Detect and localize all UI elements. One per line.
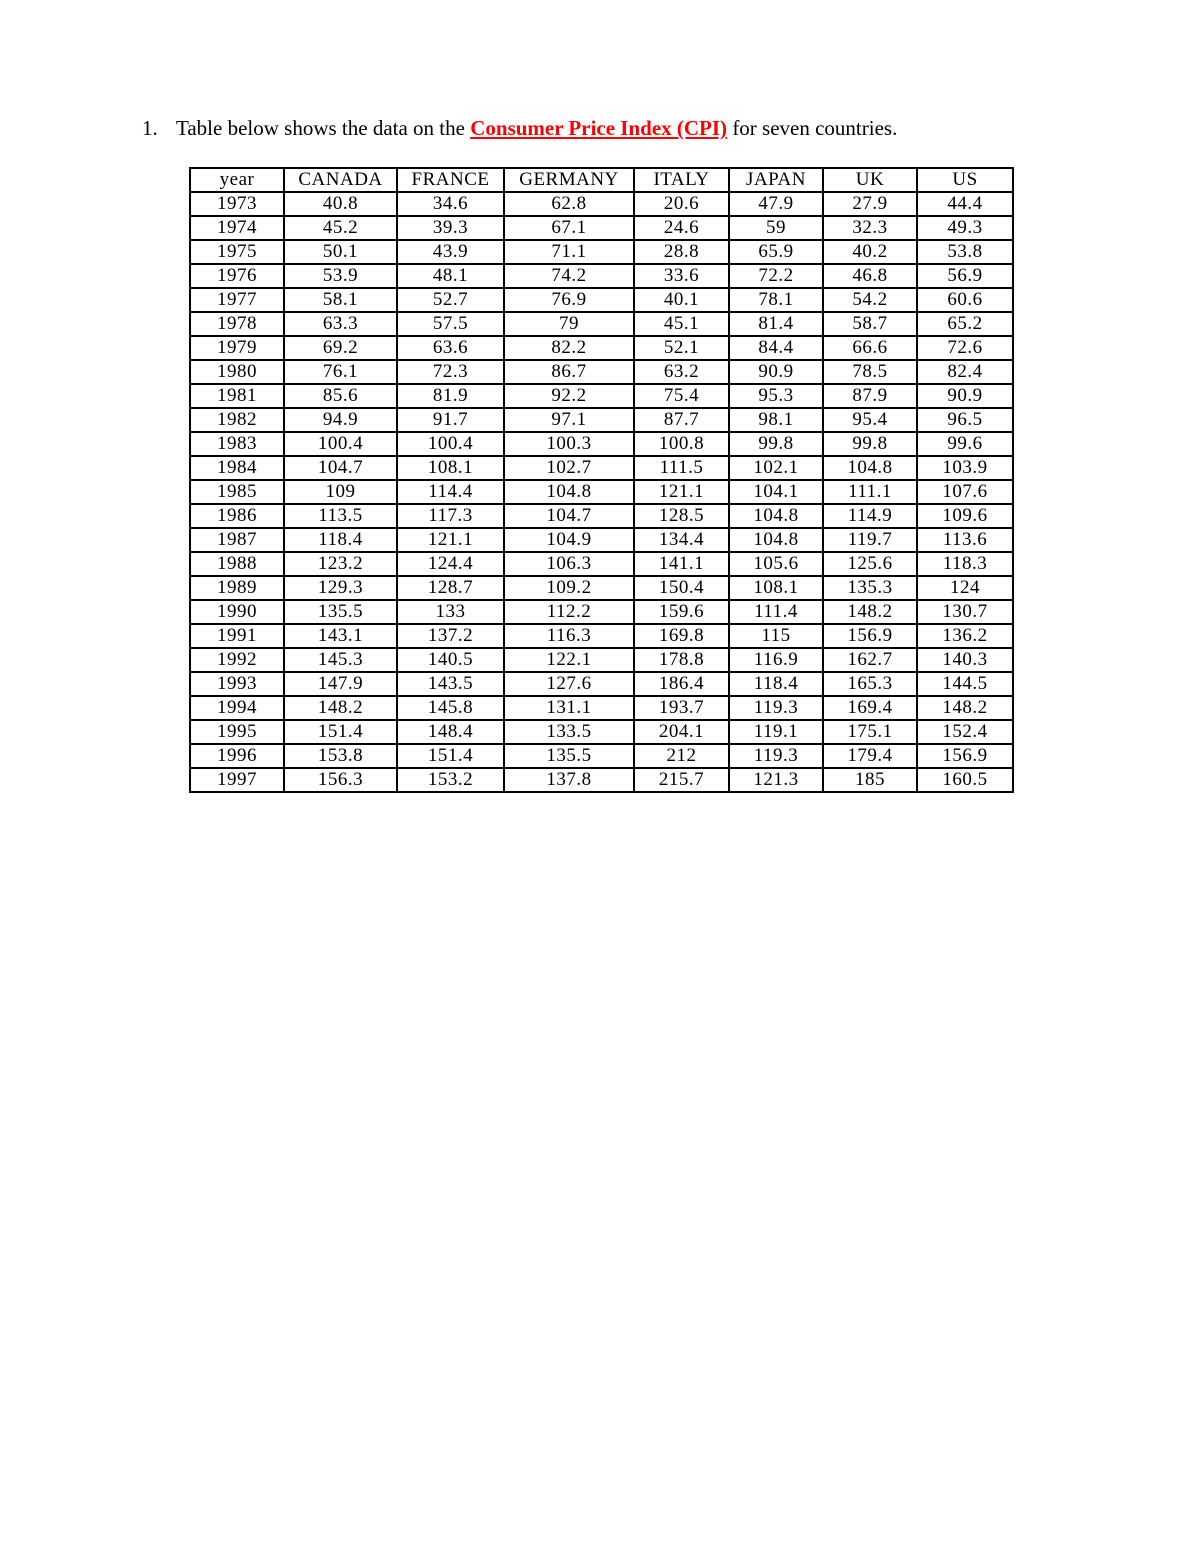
year-cell: 1976 <box>190 264 284 288</box>
cpi-cell: 87.9 <box>823 384 917 408</box>
cpi-cell: 102.1 <box>729 456 823 480</box>
table-row <box>190 672 1013 696</box>
year-cell: 1997 <box>190 768 284 792</box>
cpi-cell: 66.6 <box>823 336 917 360</box>
cpi-cell: 100.8 <box>634 432 729 456</box>
cpi-cell: 82.2 <box>504 336 634 360</box>
cpi-cell: 78.5 <box>823 360 917 384</box>
cpi-cell: 95.4 <box>823 408 917 432</box>
cpi-cell: 62.8 <box>504 192 634 216</box>
cpi-cell: 185 <box>823 768 917 792</box>
cpi-cell: 160.5 <box>917 768 1013 792</box>
year-cell: 1985 <box>190 480 284 504</box>
year-cell: 1980 <box>190 360 284 384</box>
cpi-cell: 65.9 <box>729 240 823 264</box>
year-cell: 1979 <box>190 336 284 360</box>
cpi-cell: 137.8 <box>504 768 634 792</box>
cpi-cell: 131.1 <box>504 696 634 720</box>
cpi-cell: 87.7 <box>634 408 729 432</box>
cpi-cell: 148.4 <box>397 720 504 744</box>
cpi-cell: 107.6 <box>917 480 1013 504</box>
cpi-cell: 109.2 <box>504 576 634 600</box>
cpi-cell: 135.5 <box>504 744 634 768</box>
cpi-cell: 106.3 <box>504 552 634 576</box>
cpi-cell: 165.3 <box>823 672 917 696</box>
question-highlight: Consumer Price Index (CPI) <box>470 116 728 140</box>
table-row <box>190 264 1013 288</box>
cpi-cell: 144.5 <box>917 672 1013 696</box>
cpi-cell: 72.2 <box>729 264 823 288</box>
cpi-cell: 136.2 <box>917 624 1013 648</box>
cpi-cell: 33.6 <box>634 264 729 288</box>
cpi-cell: 151.4 <box>397 744 504 768</box>
table-row <box>190 408 1013 432</box>
cpi-cell: 135.3 <box>823 576 917 600</box>
year-cell: 1986 <box>190 504 284 528</box>
year-cell: 1973 <box>190 192 284 216</box>
cpi-cell: 116.9 <box>729 648 823 672</box>
cpi-cell: 143.5 <box>397 672 504 696</box>
year-cell: 1995 <box>190 720 284 744</box>
cpi-cell: 74.2 <box>504 264 634 288</box>
cpi-cell: 79 <box>504 312 634 336</box>
cpi-cell: 76.9 <box>504 288 634 312</box>
cpi-cell: 45.1 <box>634 312 729 336</box>
cpi-cell: 147.9 <box>284 672 397 696</box>
cpi-cell: 49.3 <box>917 216 1013 240</box>
table-row <box>190 624 1013 648</box>
cpi-cell: 159.6 <box>634 600 729 624</box>
cpi-cell: 92.2 <box>504 384 634 408</box>
table-row <box>190 744 1013 768</box>
table-row <box>190 432 1013 456</box>
cpi-cell: 111.4 <box>729 600 823 624</box>
cpi-cell: 97.1 <box>504 408 634 432</box>
cpi-cell: 57.5 <box>397 312 504 336</box>
cpi-cell: 156.9 <box>823 624 917 648</box>
cpi-cell: 109 <box>284 480 397 504</box>
cpi-cell: 169.4 <box>823 696 917 720</box>
cpi-cell: 82.4 <box>917 360 1013 384</box>
cpi-cell: 156.3 <box>284 768 397 792</box>
year-cell: 1992 <box>190 648 284 672</box>
cpi-cell: 186.4 <box>634 672 729 696</box>
cpi-cell: 215.7 <box>634 768 729 792</box>
cpi-cell: 76.1 <box>284 360 397 384</box>
cpi-cell: 81.4 <box>729 312 823 336</box>
question-number: 1. <box>142 116 158 140</box>
cpi-cell: 54.2 <box>823 288 917 312</box>
table-row <box>190 312 1013 336</box>
cpi-cell: 52.7 <box>397 288 504 312</box>
table-row <box>190 240 1013 264</box>
cpi-cell: 58.7 <box>823 312 917 336</box>
cpi-cell: 34.6 <box>397 192 504 216</box>
cpi-cell: 133 <box>397 600 504 624</box>
cpi-cell: 24.6 <box>634 216 729 240</box>
cpi-cell: 118.3 <box>917 552 1013 576</box>
cpi-cell: 100.4 <box>397 432 504 456</box>
table-row <box>190 216 1013 240</box>
cpi-cell: 63.6 <box>397 336 504 360</box>
cpi-cell: 104.8 <box>504 480 634 504</box>
cpi-cell: 43.9 <box>397 240 504 264</box>
cpi-cell: 60.6 <box>917 288 1013 312</box>
year-cell: 1974 <box>190 216 284 240</box>
cpi-cell: 104.8 <box>729 504 823 528</box>
cpi-cell: 148.2 <box>917 696 1013 720</box>
cpi-cell: 135.5 <box>284 600 397 624</box>
cpi-cell: 65.2 <box>917 312 1013 336</box>
cpi-cell: 114.9 <box>823 504 917 528</box>
cpi-cell: 153.8 <box>284 744 397 768</box>
cpi-cell: 125.6 <box>823 552 917 576</box>
cpi-cell: 84.4 <box>729 336 823 360</box>
cpi-cell: 109.6 <box>917 504 1013 528</box>
cpi-cell: 72.6 <box>917 336 1013 360</box>
cpi-cell: 121.3 <box>729 768 823 792</box>
cpi-cell: 104.8 <box>729 528 823 552</box>
header-france: FRANCE <box>397 168 504 192</box>
table-row <box>190 648 1013 672</box>
table-row <box>190 456 1013 480</box>
cpi-cell: 104.7 <box>504 504 634 528</box>
table-row <box>190 480 1013 504</box>
cpi-cell: 121.1 <box>397 528 504 552</box>
cpi-cell: 204.1 <box>634 720 729 744</box>
year-cell: 1989 <box>190 576 284 600</box>
cpi-cell: 148.2 <box>823 600 917 624</box>
cpi-cell: 140.5 <box>397 648 504 672</box>
cpi-cell: 47.9 <box>729 192 823 216</box>
cpi-cell: 90.9 <box>917 384 1013 408</box>
cpi-cell: 20.6 <box>634 192 729 216</box>
cpi-cell: 111.1 <box>823 480 917 504</box>
cpi-cell: 69.2 <box>284 336 397 360</box>
cpi-cell: 118.4 <box>729 672 823 696</box>
cpi-cell: 46.8 <box>823 264 917 288</box>
year-cell: 1981 <box>190 384 284 408</box>
cpi-cell: 104.7 <box>284 456 397 480</box>
header-italy: ITALY <box>634 168 729 192</box>
cpi-cell: 119.3 <box>729 744 823 768</box>
cpi-cell: 212 <box>634 744 729 768</box>
table-row <box>190 336 1013 360</box>
cpi-cell: 27.9 <box>823 192 917 216</box>
cpi-cell: 108.1 <box>729 576 823 600</box>
cpi-cell: 102.7 <box>504 456 634 480</box>
cpi-cell: 32.3 <box>823 216 917 240</box>
cpi-cell: 105.6 <box>729 552 823 576</box>
cpi-cell: 100.3 <box>504 432 634 456</box>
cpi-cell: 86.7 <box>504 360 634 384</box>
cpi-cell: 116.3 <box>504 624 634 648</box>
table-row <box>190 192 1013 216</box>
cpi-cell: 129.3 <box>284 576 397 600</box>
cpi-cell: 148.2 <box>284 696 397 720</box>
cpi-cell: 150.4 <box>634 576 729 600</box>
year-cell: 1982 <box>190 408 284 432</box>
cpi-cell: 90.9 <box>729 360 823 384</box>
cpi-cell: 67.1 <box>504 216 634 240</box>
table-row <box>190 720 1013 744</box>
year-cell: 1990 <box>190 600 284 624</box>
cpi-cell: 178.8 <box>634 648 729 672</box>
cpi-cell: 127.6 <box>504 672 634 696</box>
cpi-cell: 28.8 <box>634 240 729 264</box>
cpi-cell: 71.1 <box>504 240 634 264</box>
cpi-cell: 78.1 <box>729 288 823 312</box>
cpi-cell: 45.2 <box>284 216 397 240</box>
cpi-cell: 58.1 <box>284 288 397 312</box>
table-body <box>190 192 1013 792</box>
year-cell: 1991 <box>190 624 284 648</box>
year-cell: 1983 <box>190 432 284 456</box>
header-germany: GERMANY <box>504 168 634 192</box>
year-cell: 1987 <box>190 528 284 552</box>
cpi-cell: 113.5 <box>284 504 397 528</box>
table-row <box>190 552 1013 576</box>
year-cell: 1977 <box>190 288 284 312</box>
cpi-cell: 145.3 <box>284 648 397 672</box>
cpi-cell: 137.2 <box>397 624 504 648</box>
cpi-cell: 44.4 <box>917 192 1013 216</box>
cpi-cell: 40.2 <box>823 240 917 264</box>
cpi-cell: 63.2 <box>634 360 729 384</box>
cpi-cell: 104.8 <box>823 456 917 480</box>
header-japan: JAPAN <box>729 168 823 192</box>
cpi-cell: 124 <box>917 576 1013 600</box>
header-canada: CANADA <box>284 168 397 192</box>
cpi-cell: 99.8 <box>823 432 917 456</box>
cpi-cell: 133.5 <box>504 720 634 744</box>
header-uk: UK <box>823 168 917 192</box>
table-row <box>190 576 1013 600</box>
cpi-cell: 130.7 <box>917 600 1013 624</box>
cpi-cell: 100.4 <box>284 432 397 456</box>
cpi-cell: 108.1 <box>397 456 504 480</box>
year-cell: 1988 <box>190 552 284 576</box>
cpi-cell: 85.6 <box>284 384 397 408</box>
cpi-cell: 123.2 <box>284 552 397 576</box>
cpi-cell: 103.9 <box>917 456 1013 480</box>
cpi-cell: 124.4 <box>397 552 504 576</box>
cpi-cell: 75.4 <box>634 384 729 408</box>
table-header-row <box>190 168 1013 192</box>
cpi-cell: 179.4 <box>823 744 917 768</box>
cpi-cell: 119.1 <box>729 720 823 744</box>
cpi-cell: 111.5 <box>634 456 729 480</box>
year-cell: 1975 <box>190 240 284 264</box>
table-row <box>190 600 1013 624</box>
cpi-cell: 162.7 <box>823 648 917 672</box>
cpi-cell: 114.4 <box>397 480 504 504</box>
cpi-cell: 53.8 <box>917 240 1013 264</box>
cpi-cell: 119.7 <box>823 528 917 552</box>
cpi-cell: 153.2 <box>397 768 504 792</box>
cpi-cell: 39.3 <box>397 216 504 240</box>
question-text-after: for seven countries. <box>727 116 898 140</box>
cpi-cell: 96.5 <box>917 408 1013 432</box>
cpi-cell: 91.7 <box>397 408 504 432</box>
cpi-cell: 99.8 <box>729 432 823 456</box>
cpi-cell: 152.4 <box>917 720 1013 744</box>
year-cell: 1978 <box>190 312 284 336</box>
cpi-cell: 119.3 <box>729 696 823 720</box>
table-row <box>190 696 1013 720</box>
table-row <box>190 360 1013 384</box>
cpi-cell: 99.6 <box>917 432 1013 456</box>
year-cell: 1994 <box>190 696 284 720</box>
cpi-cell: 104.9 <box>504 528 634 552</box>
question-text <box>142 114 897 142</box>
cpi-cell: 134.4 <box>634 528 729 552</box>
cpi-cell: 40.8 <box>284 192 397 216</box>
header-us: US <box>917 168 1013 192</box>
cpi-cell: 145.8 <box>397 696 504 720</box>
year-cell: 1996 <box>190 744 284 768</box>
cpi-cell: 169.8 <box>634 624 729 648</box>
cpi-cell: 115 <box>729 624 823 648</box>
cpi-cell: 98.1 <box>729 408 823 432</box>
cpi-cell: 141.1 <box>634 552 729 576</box>
table-row <box>190 288 1013 312</box>
cpi-cell: 40.1 <box>634 288 729 312</box>
cpi-cell: 59 <box>729 216 823 240</box>
cpi-cell: 121.1 <box>634 480 729 504</box>
cpi-cell: 50.1 <box>284 240 397 264</box>
cpi-cell: 94.9 <box>284 408 397 432</box>
cpi-cell: 117.3 <box>397 504 504 528</box>
cpi-cell: 113.6 <box>917 528 1013 552</box>
cpi-table <box>189 167 1014 793</box>
cpi-cell: 156.9 <box>917 744 1013 768</box>
cpi-cell: 151.4 <box>284 720 397 744</box>
cpi-cell: 48.1 <box>397 264 504 288</box>
cpi-cell: 53.9 <box>284 264 397 288</box>
cpi-cell: 63.3 <box>284 312 397 336</box>
cpi-cell: 128.7 <box>397 576 504 600</box>
year-cell: 1993 <box>190 672 284 696</box>
cpi-cell: 122.1 <box>504 648 634 672</box>
header-year: year <box>190 168 284 192</box>
table-row <box>190 528 1013 552</box>
cpi-cell: 143.1 <box>284 624 397 648</box>
cpi-cell: 95.3 <box>729 384 823 408</box>
table-row <box>190 504 1013 528</box>
cpi-cell: 128.5 <box>634 504 729 528</box>
cpi-cell: 140.3 <box>917 648 1013 672</box>
table-row <box>190 768 1013 792</box>
cpi-cell: 112.2 <box>504 600 634 624</box>
cpi-cell: 52.1 <box>634 336 729 360</box>
table-row <box>190 384 1013 408</box>
cpi-cell: 81.9 <box>397 384 504 408</box>
year-cell: 1984 <box>190 456 284 480</box>
cpi-cell: 193.7 <box>634 696 729 720</box>
cpi-cell: 56.9 <box>917 264 1013 288</box>
cpi-cell: 175.1 <box>823 720 917 744</box>
cpi-cell: 72.3 <box>397 360 504 384</box>
question-text-before: Table below shows the data on the <box>176 116 471 140</box>
cpi-cell: 104.1 <box>729 480 823 504</box>
cpi-cell: 118.4 <box>284 528 397 552</box>
